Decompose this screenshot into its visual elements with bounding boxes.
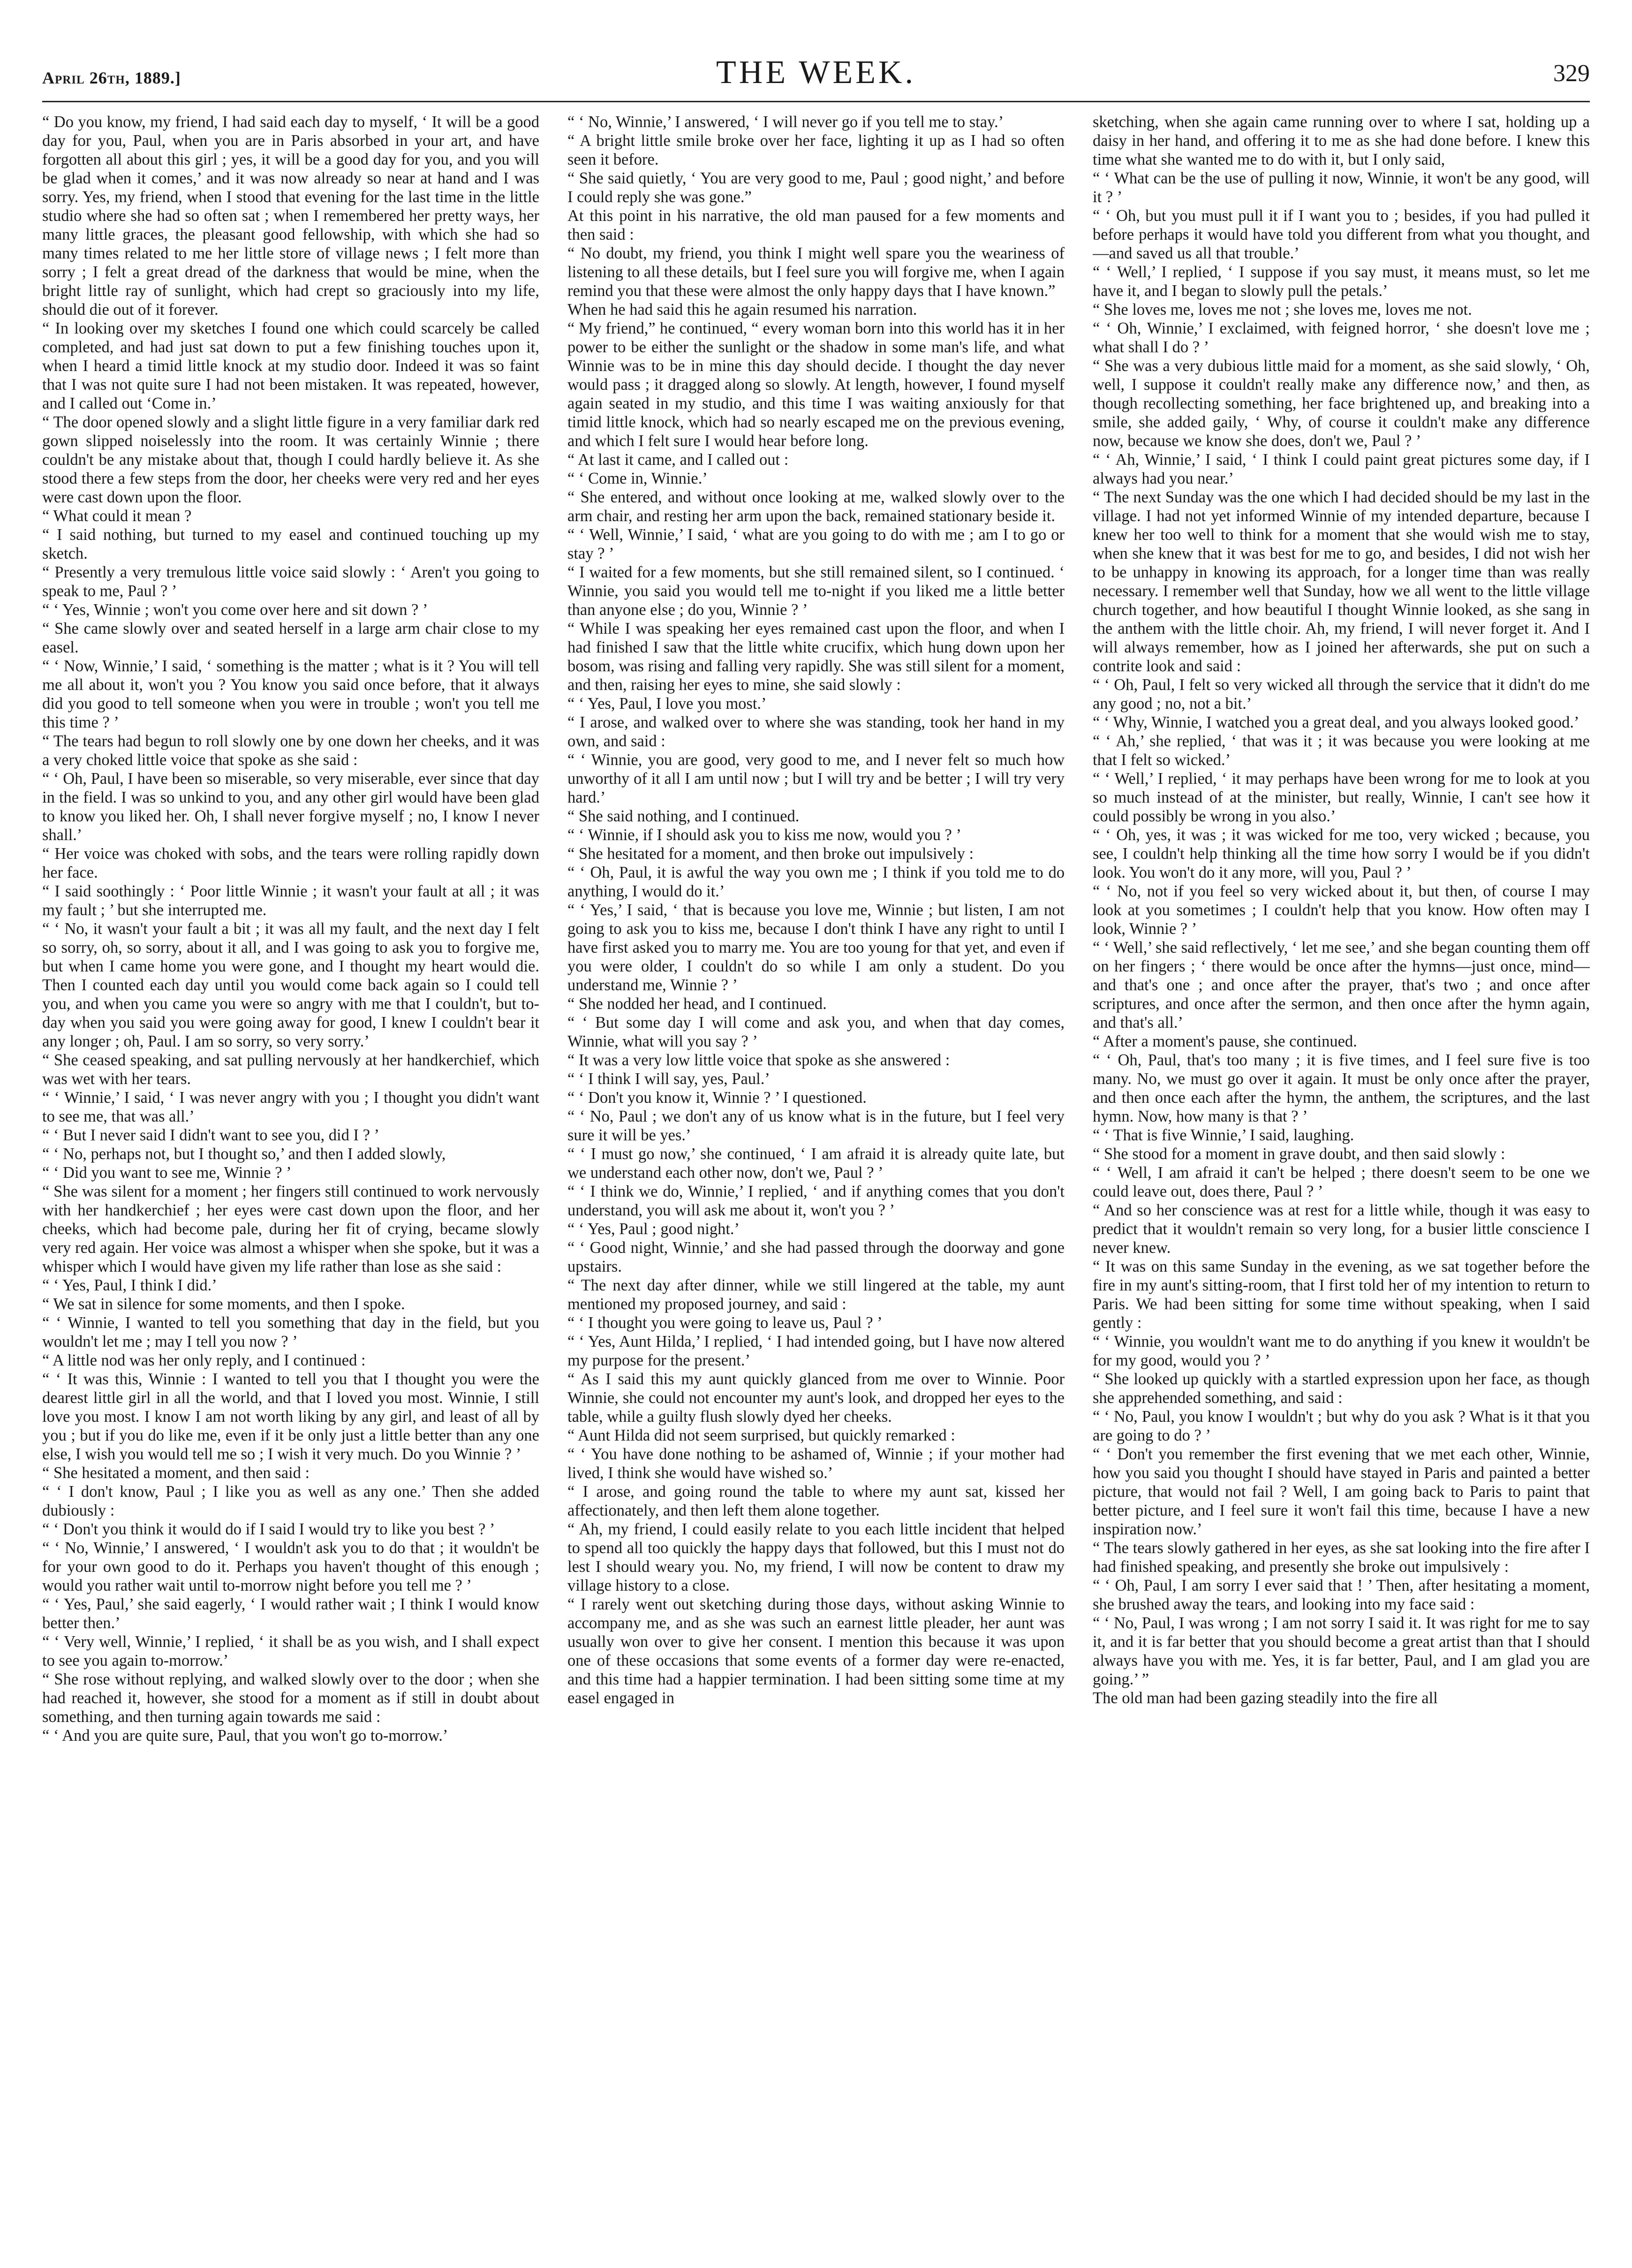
paragraph: “ The tears slowly gathered in her eyes, as she sat looking into the fire after I had finished speaking, and presently she broke out impulsively : [1093,1539,1590,1576]
paragraph: “ ‘ Well,’ she said reflectively, ‘ let me see,’ and she began counting them off on her fingers ; ‘ there would be once after the hymns—just once, mind—and that's one ; and once after the prayer, that's two ; and once after scriptures, and once after the sermon, and then once after the hymn again, and that's all.’ [1093,939,1590,1032]
paragraph: “ She rose without replying, and walked slowly over to the door ; when she had reached it, however, she stood for a moment as if still in doubt about something, and then turning again towards me said : [42,1670,539,1726]
paragraph: “ ‘ But some day I will come and ask you, and when that day comes, Winnie, what will you say ? ’ [567,1014,1065,1050]
paragraph: “ While I was speaking her eyes remained cast upon the floor, and when I had finished I saw that the little white crucifix, which hung down upon her bosom, was rising and falling very rapidly. She was still silent for a moment, and then, raising her eyes to mine, she said slowly : [567,620,1065,694]
paragraph: “ ‘ Oh, Paul, I have been so miserable, so very miserable, ever since that day in the field. I was so unkind to you, and any other girl would have been glad to know you liked her. Oh, I shall never forgive myself ; no, I know I never shall.’ [42,770,539,844]
paragraph: “ I waited for a few moments, but she still remained silent, so I continued. ‘ Winnie, you said you would tell me to-night if you liked me a little better than anyone else ; do you, Winnie ? ’ [567,563,1065,619]
paragraph: “ She entered, and without once looking at me, walked slowly over to the arm chair, and resting her arm upon the back, remained stationary beside it. [567,488,1065,525]
paragraph: “ ‘ Don't you know it, Winnie ? ’ I questioned. [567,1089,867,1107]
paragraph: “ The door opened slowly and a slight little figure in a very familiar dark red gown slipped noiselessly into the room. It was certainly Winnie ; there couldn't be any mistake about that, though I could hardly believe it. As she stood there a few steps from the door, her cheeks were very red and her eyes were cast down upon the floor. [42,413,539,506]
paragraph: When he had said this he again resumed his narration. [567,301,917,319]
paragraph: “ She said quietly, ‘ You are very good to me, Paul ; good night,’ and before I could reply she was gone.” [567,169,1065,206]
column-right [1093,113,1590,2256]
paragraph: “ Ah, my friend, I could easily relate to you each little incident that helped to spend all too quickly the happy days that followed, but this I must not do lest I should weary you. No, my friend, I will now be content to draw my village history to a close. [567,1520,1065,1594]
paragraph: “ It was a very low little voice that spoke as she answered : [567,1051,950,1069]
paragraph: “ A bright little smile broke over her face, lighting it up as I had so often seen it before. [567,132,1065,168]
paragraph: “ She looked up quickly with a startled expression upon her face, as though she apprehended something, and said : [1093,1370,1590,1407]
paragraph: At this point in his narrative, the old man paused for a few moments and then said : [567,207,1065,243]
paragraph: “ ‘ Why, Winnie, I watched you a great deal, and you always looked good.’ [1093,713,1579,731]
paragraph: “ ‘ And you are quite sure, Paul, that you won't go to-morrow.’ [42,1727,448,1745]
paragraph: “ ‘ Don't you think it would do if I said I would try to like you best ? ’ [42,1520,495,1538]
paragraph: “ What could it mean ? [42,507,192,525]
paragraph: “ ‘ It was this, Winnie : I wanted to tell you that I thought you were the dearest little girl in all the world, and that I loved you most. Winnie, I still love you most. I know I am not worth liking by any girl, and least of all by you ; but if you do like me, even if it be only just a little better than any one else, I wish you would tell me so ; I wish it very much. Do you Winnie ? ’ [42,1370,539,1463]
paragraph: “ ‘ Ah,’ she replied, ‘ that was it ; it was because you were looking at me that I felt so wicked.’ [1093,732,1590,769]
paragraph: “ ‘ Yes,’ I said, ‘ that is because you love me, Winnie ; but listen, I am not going to ask you to kiss me, because I don't think I have any right to until I have first asked you to marry me. You are too young for that yet, and even if you were older, I couldn't do so while I am only a student. Do you understand me, Winnie ? ’ [567,901,1065,994]
paragraph: “ As I said this my aunt quickly glanced from me over to Winnie. Poor Winnie, she could not encounter my aunt's look, and dropped her eyes to the table, while a guilty flush slowly dyed her cheeks. [567,1370,1065,1426]
paragraph: “ ‘ No, Winnie,’ I answered, ‘ I wouldn't ask you to do that ; it wouldn't be for your own good to do it. Perhaps you haven't thought of this enough ; would you rather wait until to-morrow night before you tell me ? ’ [42,1539,539,1594]
paragraph: “ ‘ Well, Winnie,’ I said, ‘ what are you going to do with me ; am I to go or stay ? ’ [567,526,1065,562]
paragraph: “ She came slowly over and seated herself in a large arm chair close to my easel. [42,620,539,656]
paragraph: “ ‘ No, not if you feel so very wicked about it, but then, of course I may look at you sometimes ; I couldn't help that you know. How often may I look, Winnie ? ’ [1093,882,1590,938]
issue-date: April 26th, 1889.] [42,68,181,87]
paragraph: “ I said soothingly : ‘ Poor little Winnie ; it wasn't your fault at all ; it was my fault ; ’ but she interrupted me. [42,882,539,919]
paragraph: “ After a moment's pause, she continued. [1093,1032,1357,1050]
paragraph: “ ‘ I thought you were going to leave us, Paul ? ’ [567,1314,883,1332]
paragraph: “ In looking over my sketches I found one which could scarcely be called completed, and had just sat down to put a few finishing touches upon it, when I heard a timid little knock at my studio door. Indeed it was so faint that I was not quite sure I had not been mistaken. It was repeated, however, and I called out ‘Come in.’ [42,319,539,412]
paragraph: “ ‘ Oh, Paul, I am sorry I ever said that ! ’ Then, after hesitating a moment, she brushed away the tears, and looking into my face said : [1093,1577,1590,1613]
paragraph: “ It was on this same Sunday in the evening, as we sat together before the fire in my aunt's sitting-room, that I first told her of my intention to return to Paris. We had been sitting for some time without speaking, when I said gently : [1093,1258,1590,1332]
paragraph: “ ‘ That is five Winnie,’ I said, laughing. [1093,1126,1354,1144]
paragraph: “ ‘ Very well, Winnie,’ I replied, ‘ it shall be as you wish, and I shall expect to see you again to-morrow.’ [42,1633,539,1669]
paragraph: “ ‘ No, it wasn't your fault a bit ; it was all my fault, and the next day I felt so sorry, oh, so sorry, about it all, and I was going to ask you to forgive me, but when I came home you were gone, and I thought my heart would die. Then I counted each day until you would come back again so I could tell you, and when you came you were so angry with me that I couldn't, but to-day when you said you were going away for good, I knew I couldn't bear it any longer ; oh, Paul. I am so sorry, so very sorry.’ [42,920,539,1050]
paragraph: “ She hesitated a moment, and then said : [42,1464,310,1482]
paragraph: “ ‘ Now, Winnie,’ I said, ‘ something is the matter ; what is it ? You will tell me all about it, won't you ? You know you said once before, that it always did you good to tell someone when you were in trouble ; won't you tell me this time ? ’ [42,657,539,731]
paragraph: “ ‘ Oh, but you must pull it if I want you to ; besides, if you had pulled it before perhaps it would have told you different from what you thought, and—and saved us all that trouble.’ [1093,207,1590,262]
paragraph: “ ‘ No, Winnie,’ I answered, ‘ I will never go if you tell me to stay.’ [567,113,1004,131]
page-number: 329 [1553,60,1590,87]
column-left [42,113,539,2256]
page-header [42,54,1590,96]
paragraph: “ ‘ Winnie, you wouldn't want me to do anything if you knew it wouldn't be for my good, would you ? ’ [1093,1333,1590,1369]
paragraph: “ My friend,” he continued, “ every woman born into this world has it in her power to be either the sunlight or the shadow in some man's life, and what Winnie was to be in mine this day should decide. I thought the day never would pass ; it dragged along so slowly. At length, however, I found myself again seated in my studio, and this time I was waiting anxiously for that timid little knock, which had so nearly escaped me on the previous evening, and which I felt sure I would hear before long. [567,319,1065,450]
paragraph: “ She stood for a moment in grave doubt, and then said slowly : [1093,1145,1505,1163]
paragraph: “ Her voice was choked with sobs, and the tears were rolling rapidly down her face. [42,845,539,881]
paragraph: “ ‘ Yes, Paul, I love you most.’ [567,695,767,713]
paragraph: “ She ceased speaking, and sat pulling nervously at her handkerchief, which was wet with her tears. [42,1051,539,1088]
paragraph: “ ‘ I must go now,’ she continued, ‘ I am afraid it is already quite late, but we understand each other now, don't we, Paul ? ’ [567,1145,1065,1182]
paragraph: “ ‘ I think we do, Winnie,’ I replied, ‘ and if anything comes that you don't understand, you will ask me about it, won't you ? ’ [567,1183,1065,1219]
paragraph: “ She nodded her head, and I continued. [567,995,827,1013]
paragraph: “ ‘ Yes, Aunt Hilda,’ I replied, ‘ I had intended going, but I have now altered my purpose for the present.’ [567,1333,1065,1369]
paragraph: “ A little nod was her only reply, and I continued : [42,1351,366,1369]
paragraph: “ ‘ Well,’ I replied, ‘ I suppose if you say must, it means must, so let me have it, and I began to slowly pull the petals.’ [1093,263,1590,300]
paragraph: “ She said nothing, and I continued. [567,807,800,825]
paragraph: “ ‘ Oh, Paul, it is awful the way you own me ; I think if you told me to do anything, I would do it.’ [567,864,1065,900]
paragraph: “ ‘ Winnie, if I should ask you to kiss me now, would you ? ’ [567,826,961,844]
paragraph: “ ‘ Come in, Winnie.’ [567,470,708,487]
paragraph: “ She loves me, loves me not ; she loves me, loves me not. [1093,301,1472,319]
paragraph: “ And so her conscience was at rest for a little while, though it was easy to predict that it wouldn't remain so very long, for a busier little conscience I never knew. [1093,1201,1590,1257]
paragraph: “ ‘ Did you want to see me, Winnie ? ’ [42,1164,292,1182]
paragraph: “ ‘ Good night, Winnie,’ and she had passed through the doorway and gone upstairs. [567,1239,1065,1275]
paragraph: “ ‘ Winnie, I wanted to tell you something that day in the field, but you wouldn't let me ; may I tell you now ? ’ [42,1314,539,1350]
paragraph: “ No doubt, my friend, you think I might well spare you the weariness of listening to all these details, but I feel sure you will forgive me, when I again remind you that these were almost the only happy days that I have known.” [567,244,1065,300]
paragraph: “ I arose, and walked over to where she was standing, took her hand in my own, and said : [567,713,1065,750]
paragraph: “ ‘ Don't you remember the first evening that we met each other, Winnie, how you said you thought I should have stayed in Paris and painted a better picture, that would not fail ? Well, I am going back to Paris to paint that better picture, and I feel sure it won't fail this time, because I have a new inspiration now.’ [1093,1445,1590,1538]
paragraph: “ ‘ Winnie, you are good, very good to me, and I never felt so much how unworthy of it all I am until now ; but I will try and be better ; I will try very hard.’ [567,751,1065,806]
paragraph: “ ‘ What can be the use of pulling it now, Winnie, it won't be any good, will it ? ’ [1093,169,1590,206]
paragraph: The old man had been gazing steadily into the fire all [1093,1689,1438,1707]
paragraph: “ ‘ I don't know, Paul ; I like you as well as any one.’ Then she added dubiously : [42,1483,539,1519]
paragraph: “ Aunt Hilda did not seem surprised, but quickly remarked : [567,1426,955,1444]
paragraph: “ ‘ Oh, Paul, that's too many ; it is five times, and I feel sure five is too many. No, we must go over it again. It must be only once after the prayer, and then once each after the hymn, the anthem, the scriptures, and the last hymn. Now, how many is that ? ’ [1093,1051,1590,1125]
paragraph: “ ‘ Yes, Winnie ; won't you come over here and sit down ? ’ [42,601,428,619]
paragraph: “ We sat in silence for some moments, and then I spoke. [42,1295,405,1313]
paragraph: “ ‘ Well, I am afraid it can't be helped ; there doesn't seem to be one we could leave out, does there, Paul ? ’ [1093,1164,1590,1200]
paragraph: “ ‘ No, Paul, I was wrong ; I am not sorry I said it. It was right for me to say it, and it is far better that you should become a great artist than that I should always have you with me. Yes, it is far better, Paul, and I am glad you are going.’ ” [1093,1614,1590,1688]
publication-title: THE WEEK. [716,54,916,91]
paragraph: “ ‘ Yes, Paul, I think I did.’ [42,1276,217,1294]
paragraph: “ ‘ Winnie,’ I said, ‘ I was never angry with you ; I thought you didn't want to see me, that was all.’ [42,1089,539,1125]
paragraph: “ I arose, and going round the table to where my aunt sat, kissed her affectionately, and then left them alone together. [567,1483,1065,1519]
paragraph: “ Presently a very tremulous little voice said slowly : ‘ Aren't you going to speak to me, Paul ? ’ [42,563,539,600]
paragraph: “ ‘ I think I will say, yes, Paul.’ [567,1070,770,1088]
paragraph: “ She hesitated for a moment, and then broke out impulsively : [567,845,974,863]
paragraph: “ Do you know, my friend, I had said each day to myself, ‘ It will be a good day for you, Paul, when you are in Paris absorbed in your art, and have forgotten all about this girl ; yes, it will be a good day for you, and you will be glad when it comes,’ and it was now already so near at hand and I was sorry. Yes, my friend, when I stood that evening for the last time in the little studio where she had so often sat ; when I remembered her pretty ways, her many little graces, the pleasant good fellowship, with which she had so many times related to me her little store of village news ; I felt more than sorry ; I felt a great dread of the darkness that would be mine, when the bright little ray of sunlight, which had crept so graciously into my life, should die out of it forever. [42,113,539,319]
paragraph: “ The next Sunday was the one which I had decided should be my last in the village. I had not yet informed Winnie of my intended departure, because I knew her too well to think for a moment that she would wish me to stay, when she knew that it was best for me to go, and besides, I did not wish her to be unhappy in knowing its approach, for a longer time than was really necessary. I remember well that Sunday, how we all went to the little village church together, and how beautiful I thought Winnie looked, as she sang in the anthem with the little choir. Ah, my friend, I will never forget it. And I will always remember, how as I joined her afterwards, she put on such a contrite look and said : [1093,488,1590,675]
paragraph: “ She was a very dubious little maid for a moment, as she said slowly, ‘ Oh, well, I suppose it couldn't really make any difference now,’ and then, as though recollecting something, her face brightened up, and breaking into a smile, she added gaily, ‘ Why, of course it couldn't make any difference now, because we know she does, don't we, Paul ? ’ [1093,357,1590,450]
paragraph: “ I rarely went out sketching during those days, without asking Winnie to accompany me, and as she was such an earnest little pleader, her aunt was usually won over to give her consent. I mention this because it was upon one of these occasions that some events of a former day were re-enacted, and this time had a happier termination. I had been sitting some time at my easel engaged in [567,1595,1065,1707]
column-middle [567,113,1065,2256]
paragraph: “ ‘ Yes, Paul ; good night.’ [567,1220,740,1238]
paragraph: “ ‘ No, Paul, you know I wouldn't ; but why do you ask ? What is it that you are going to do ? ’ [1093,1408,1590,1444]
paragraph: “ The tears had begun to roll slowly one by one down her cheeks, and it was a very choked little voice that spoke as she said : [42,732,539,769]
paragraph: “ ‘ Oh, Winnie,’ I exclaimed, with feigned horror, ‘ she doesn't love me ; what shall I do ? ’ [1093,319,1590,356]
paragraph: “ ‘ Oh, yes, it was ; it was wicked for me too, very wicked ; because, you see, I couldn't help thinking all the time how sorry I would be if you didn't look. You won't do it any more, will you, Paul ? ’ [1093,826,1590,881]
paragraph: “ She was silent for a moment ; her fingers still continued to work nervously with her handkerchief ; her eyes were cast down upon the floor, and her cheeks, which had become pale, during her fit of crying, became slowly very red again. Her voice was almost a whisper when she spoke, but it was a whisper which I would have given my life rather than lose as she said : [42,1183,539,1275]
paragraph: sketching, when she again came running over to where I sat, holding up a daisy in her hand, and offering it to me as she had done before. I knew this time what she wanted me to do with it, but I only said, [1093,113,1590,168]
paragraph: “ ‘ Oh, Paul, I felt so very wicked all through the service that it didn't do me any good ; no, not a bit.’ [1093,676,1590,713]
paragraph: “ At last it came, and I called out : [567,451,789,469]
paragraph: “ ‘ No, Paul ; we don't any of us know what is in the future, but I feel very sure it will be yes.’ [567,1107,1065,1144]
paragraph: “ ‘ But I never said I didn't want to see you, did I ? ’ [42,1126,380,1144]
paragraph: “ I said nothing, but turned to my easel and continued touching up my sketch. [42,526,539,562]
header-rule [42,101,1590,102]
paragraph: “ ‘ Yes, Paul,’ she said eagerly, ‘ I would rather wait ; I think I would know better then.’ [42,1595,539,1632]
paragraph: “ ‘ You have done nothing to be ashamed of, Winnie ; if your mother had lived, I think she would have wished so.’ [567,1445,1065,1482]
text-columns [42,113,1590,2256]
paragraph: “ ‘ Well,’ I replied, ‘ it may perhaps have been wrong for me to look at you so much instead of at the minister, but really, Winnie, I can't see how it could possibly be wrong in you also.’ [1093,770,1590,825]
paragraph: “ ‘ Ah, Winnie,’ I said, ‘ I think I could paint great pictures some day, if I always had you near.’ [1093,451,1590,487]
paragraph: “ ‘ No, perhaps not, but I thought so,’ and then I added slowly, [42,1145,446,1163]
paragraph: “ The next day after dinner, while we still lingered at the table, my aunt mentioned my proposed journey, and said : [567,1276,1065,1313]
